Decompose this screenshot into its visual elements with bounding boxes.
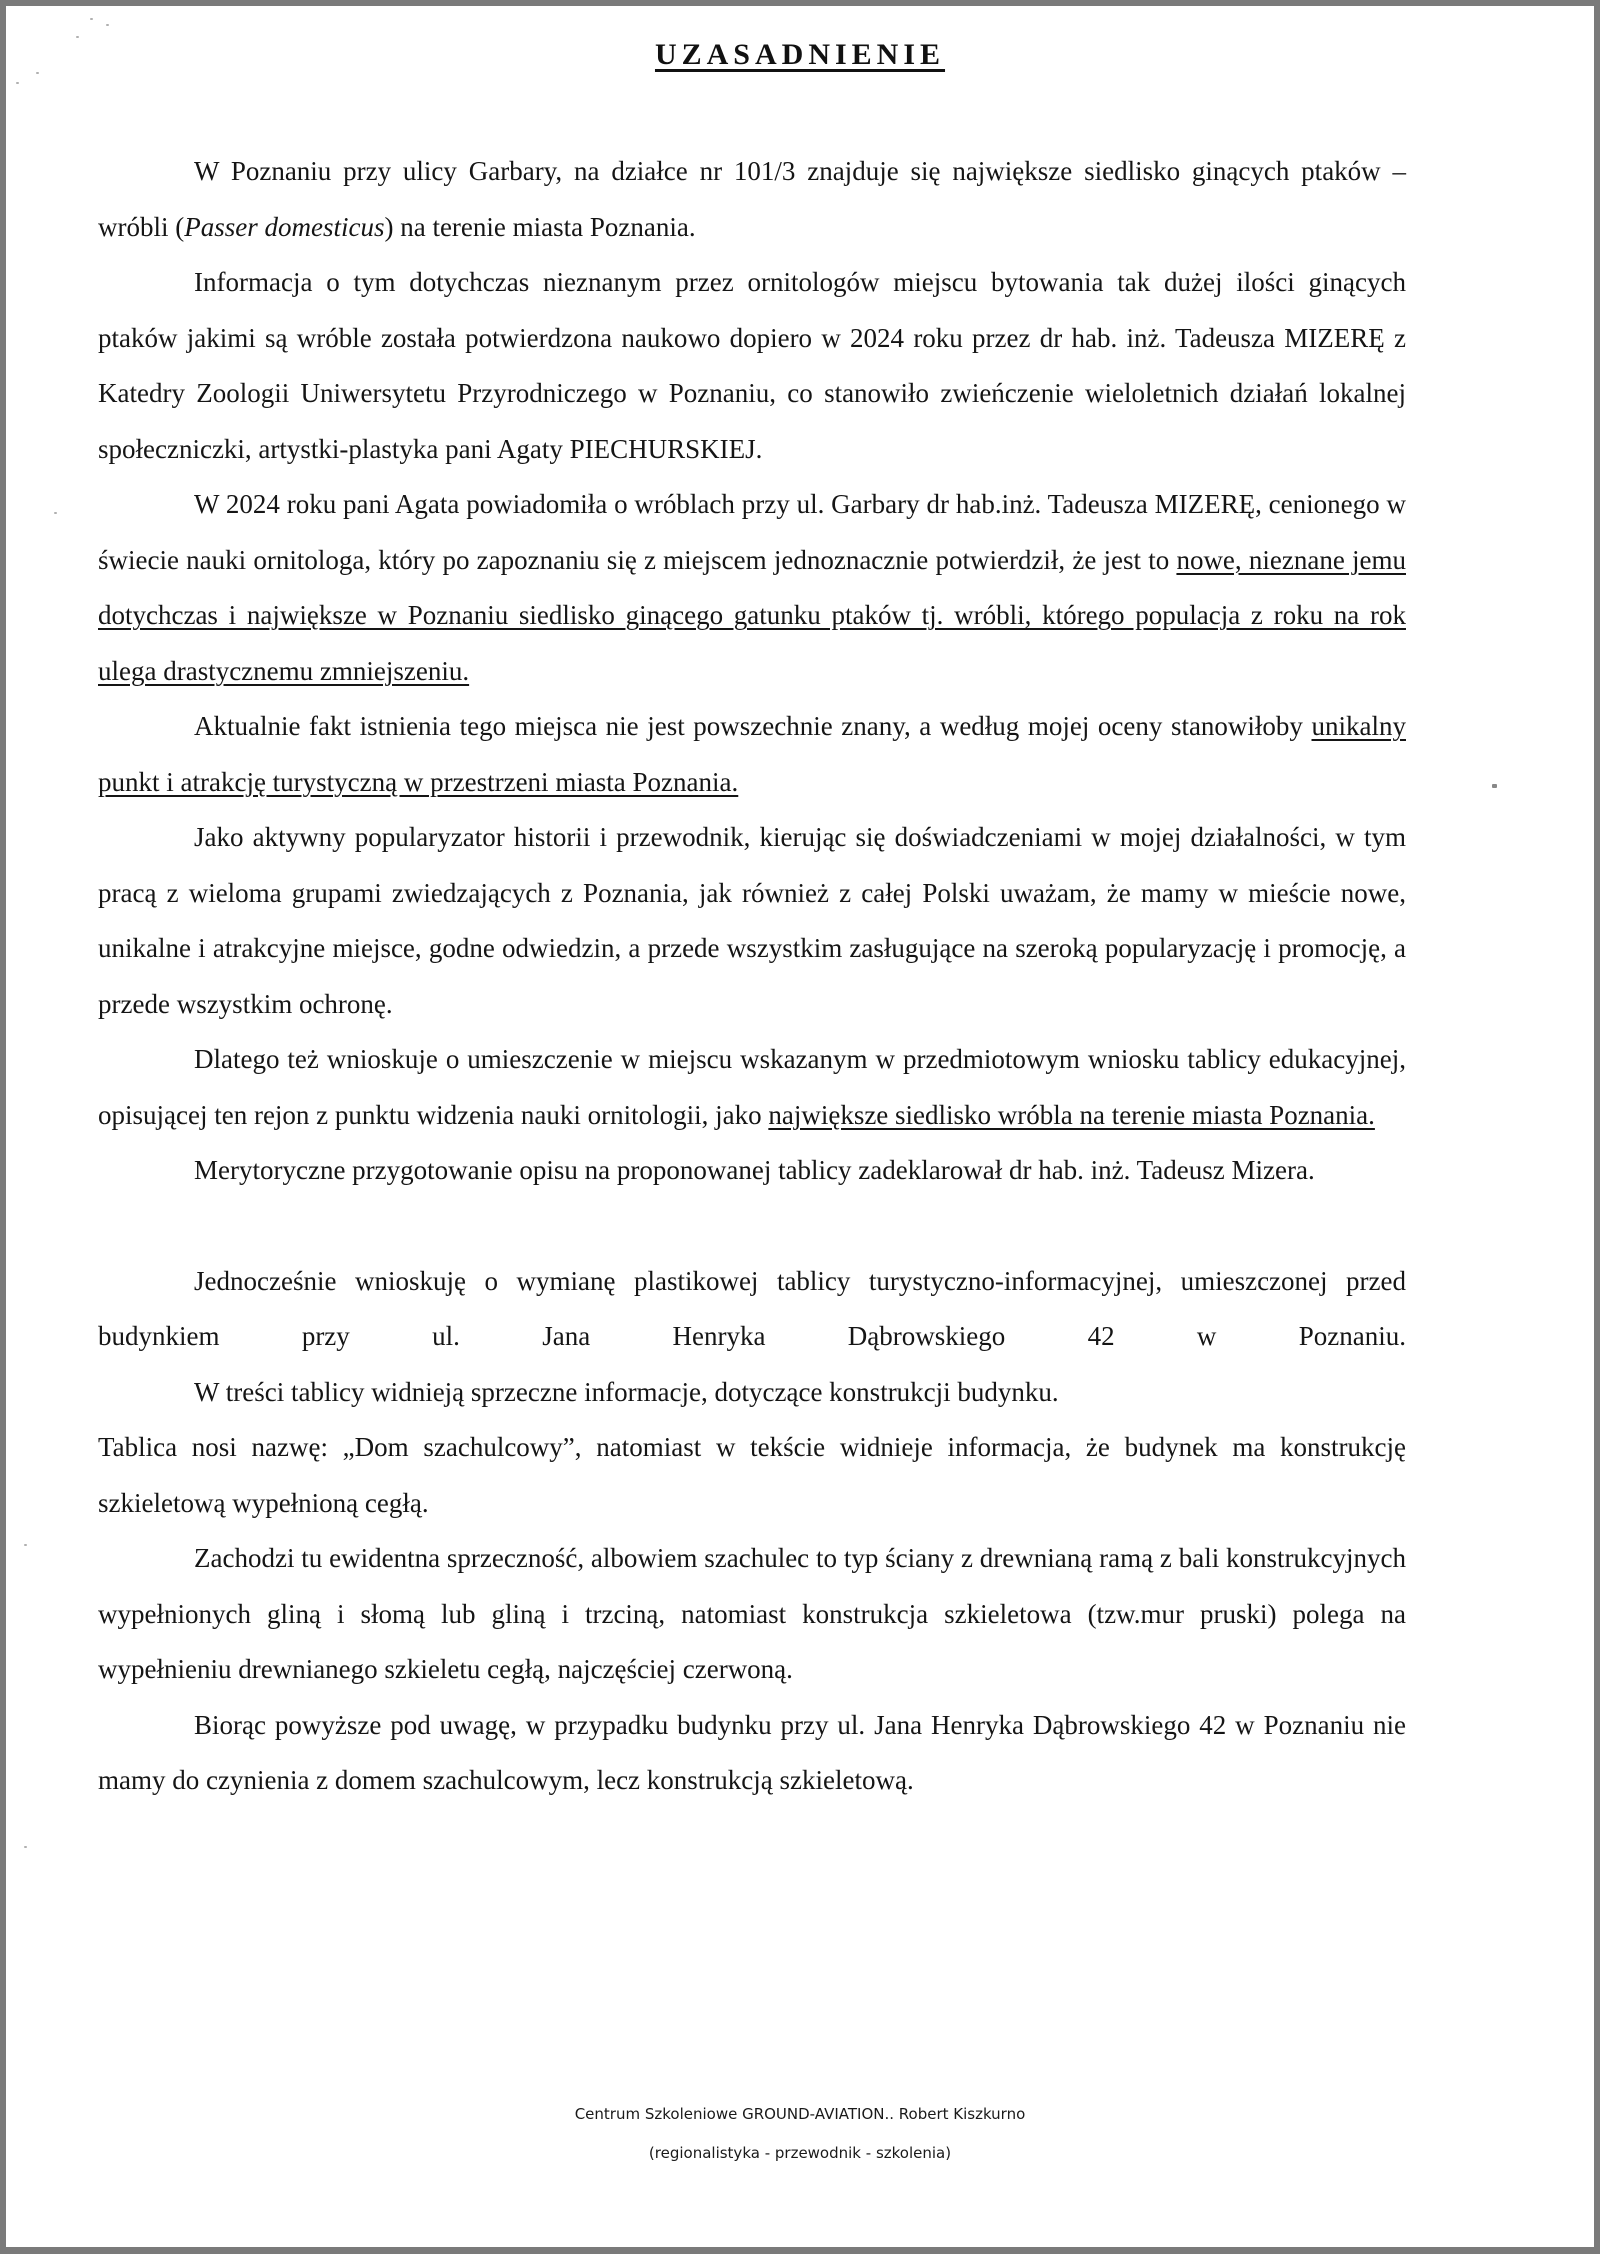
paragraph (98, 255, 1406, 477)
paragraph-text: Zachodzi tu ewidentna sprzeczność, albowiem szachulec to typ ściany z drewnianą ramą z bali konstrukcyjnych wypełnionych gliną i słomą lub gliną i trzciną, natomiast konstrukcja szkieletowa (tzw.mur pruski) polega na wypełnieniu drewnianego szkieletu cegłą, najczęściej czerwoną. (98, 1543, 1406, 1684)
paragraph-text: Informacja o tym dotychczas nieznanym przez ornitologów miejscu bytowania tak dużej ilości ginących ptaków jakimi są wróble została potwierdzona naukowo dopiero w 2024 roku przez dr hab. inż. Tadeusza MIZERĘ z Katedry Zoologii Uniwersytetu Przyrodniczego w Poznaniu, co stanowiło zwieńczenie wieloletnich działań lokalnej społeczniczki, artystki-plastyka pani Agaty PIECHURSKIEJ. (98, 267, 1406, 464)
paragraph-text: Dlatego też wnioskuje o umieszczenie w miejscu wskazanym w przedmiotowym wniosku tablicy edukacyjnej, opisującej ten rejon z punktu widzenia nauki ornitologii, jako (98, 1044, 1406, 1130)
paragraph-text: W Poznaniu przy ulicy Garbary, na działce nr 101/3 znajduje się największe siedlisko ginących ptaków – wróbli ( (98, 156, 1406, 242)
scan-speck (1492, 784, 1497, 788)
scan-speck (90, 18, 93, 20)
paragraph (98, 1032, 1406, 1143)
underlined-emphasis: nowe, nieznane jemu dotychczas i największe w Poznaniu siedlisko ginącego gatunku ptaków tj. wróbli, którego populacja z roku na rok ulega drastycznemu zmniejszeniu. (98, 544, 1406, 686)
paragraph-text: Biorąc powyższe pod uwagę, w przypadku budynku przy ul. Jana Henryka Dąbrowskiego 42 w Poznaniu nie mamy do czynienia z domem szachulcowym, lecz konstrukcją szkieletową. (98, 1709, 1406, 1795)
underlined-emphasis: największe siedlisko wróbla na terenie miasta Poznania. (768, 1099, 1375, 1130)
underlined-emphasis: unikalny punkt i atrakcję turystyczną w przestrzeni miasta Poznania. (98, 711, 1406, 797)
paragraph (98, 477, 1406, 699)
paragraph-text: W 2024 roku pani Agata powiadomiła o wróblach przy ul. Garbary dr hab.inż. Tadeusza MIZERĘ, cenionego w świecie nauki ornitologa, który po zapoznaniu się z miejscem jednoznacznie potwierdził, że jest to (98, 489, 1406, 575)
paragraph-text: Jednocześnie wnioskuję o wymianę plastikowej tablicy turystyczno-informacyjnej, umieszczonej przed budynkiem przy ul. Jana Henryka Dąbrowskiego 42 w Poznaniu. (98, 1265, 1406, 1351)
scan-speck (36, 72, 39, 74)
paragraph-gap (98, 1199, 1406, 1254)
paragraph (98, 1254, 1406, 1365)
document-title (6, 38, 1594, 72)
document-page (6, 6, 1594, 2247)
paragraph (98, 699, 1406, 810)
paragraph (98, 144, 1406, 255)
paragraph-text: Jako aktywny popularyzator historii i przewodnik, kierując się doświadczeniami w mojej działalności, w tym pracą z wieloma grupami zwiedzających z Poznania, jak również z całej Polski uważam, że mamy w mieście nowe, unikalne i atrakcyjne miejsce, godne odwiedzin, a przede wszystkim zasługujące na szeroką popularyzację i promocję, a przede wszystkim ochronę. (98, 822, 1406, 1019)
paragraph (98, 1698, 1406, 1809)
footer-tagline: (regionalistyka - przewodnik - szkolenia) (648, 2144, 952, 2162)
scan-speck (16, 82, 19, 84)
paragraph-text: W treści tablicy widnieją sprzeczne informacje, dotyczące konstrukcji budynku. (194, 1376, 1059, 1407)
paragraph (98, 810, 1406, 1032)
paragraph-text: ) na terenie miasta Poznania. (384, 211, 696, 242)
document-body (98, 144, 1406, 1809)
paragraph-text: Aktualnie fakt istnienia tego miejsca nie jest powszechnie znany, a według mojej oceny stanowiłoby (194, 711, 1312, 741)
scan-speck (24, 1544, 27, 1546)
scan-speck (54, 512, 57, 514)
scan-speck (106, 24, 109, 26)
scan-speck (24, 1846, 27, 1848)
paragraph (98, 1365, 1406, 1421)
paragraph-text: Tablica nosi nazwę: „Dom szachulcowy”, natomiast w tekście widnieje informacja, że budynek ma konstrukcję szkieletową wypełnioną cegłą. (98, 1432, 1406, 1518)
document-title-text: UZASADNIENIE (654, 38, 946, 71)
paragraph (98, 1420, 1406, 1531)
paragraph-text: Merytoryczne przygotowanie opisu na proponowanej tablicy zadeklarował dr hab. inż. Tadeusz Mizera. (194, 1155, 1315, 1185)
footer-organization: Centrum Szkoleniowe GROUND-AVIATION.. Robert Kiszkurno (574, 2105, 1026, 2123)
paragraph (98, 1143, 1406, 1199)
italic-term: Passer domesticus (184, 211, 385, 242)
paragraph (98, 1531, 1406, 1698)
